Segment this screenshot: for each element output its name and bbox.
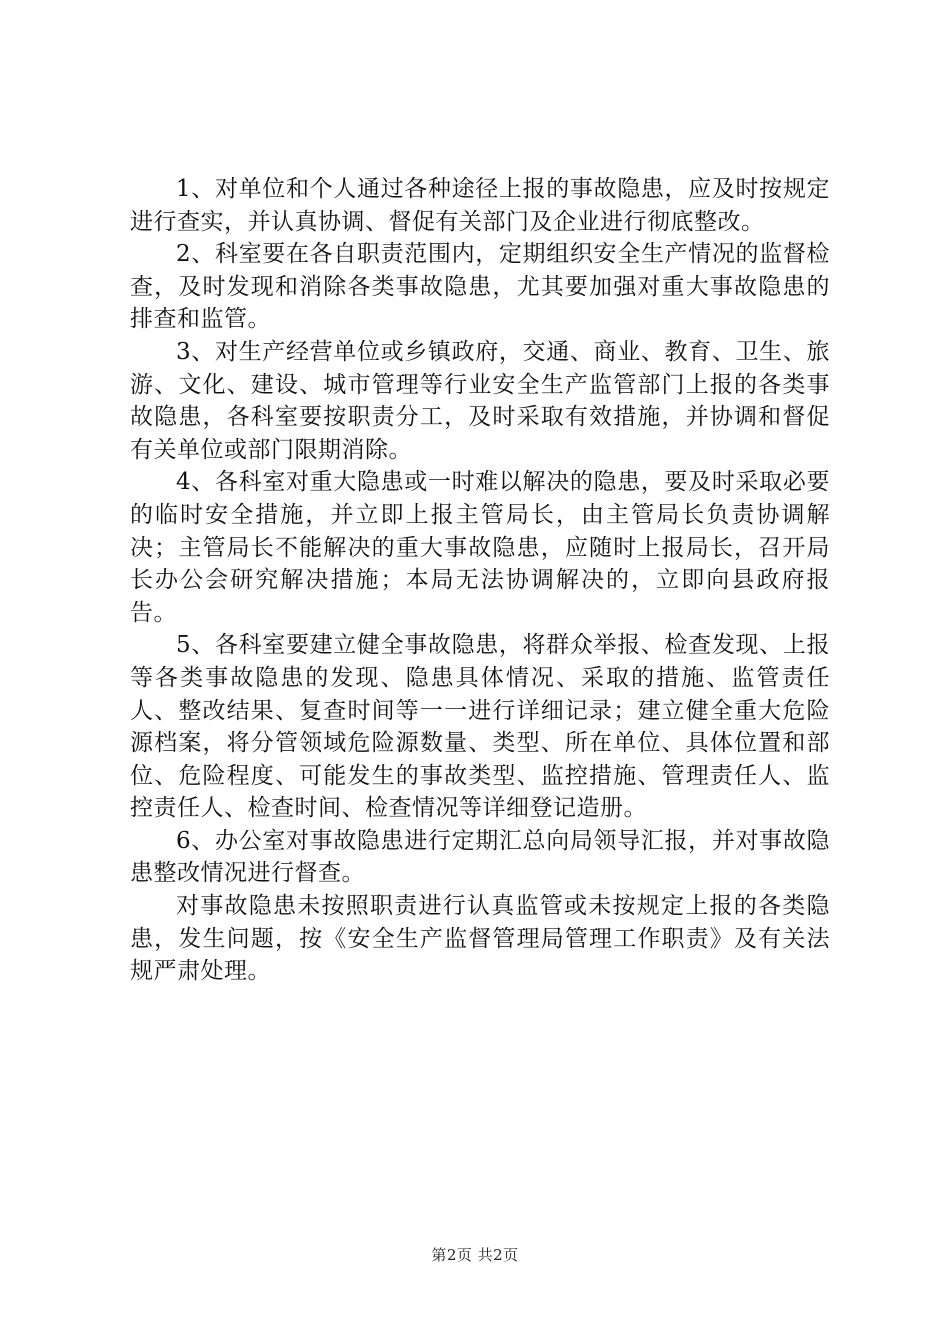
paragraph-3: 3、对生产经营单位或乡镇政府，交通、商业、教育、卫生、旅游、文化、建设、城市管理等行业安全生产监管部门上报的各类事故隐患，各科室要按职责分工，及时采取有效措施，并协调和督促有关单位或部门限期消除。 bbox=[130, 338, 830, 463]
document-body bbox=[130, 173, 830, 988]
paragraph-6: 6、办公室对事故隐患进行定期汇总向局领导汇报，并对事故隐患整改情况进行督查。 bbox=[130, 827, 830, 887]
page-number-footer: 第2页 共2页 bbox=[431, 1246, 519, 1264]
paragraph-2: 2、科室要在各自职责范围内，定期组织安全生产情况的监督检查，及时发现和消除各类事故隐患，尤其要加强对重大事故隐患的排查和监管。 bbox=[130, 241, 830, 333]
paragraph-5: 5、各科室要建立健全事故隐患，将群众举报、检查发现、上报等各类事故隐患的发现、隐患具体情况、采取的措施、监管责任人、整改结果、复查时间等一一进行详细记录；建立健全重大危险源档案，将分管领域危险源数量、类型、所在单位、具体位置和部位、危险程度、可能发生的事故类型、监控措施、管理责任人、监控责任人、检查时间、检查情况等详细登记造册。 bbox=[130, 632, 830, 822]
paragraph-1: 1、对单位和个人通过各种途径上报的事故隐患，应及时按规定进行查实，并认真协调、督促有关部门及企业进行彻底整改。 bbox=[130, 176, 830, 235]
paragraph-closing: 对事故隐患未按照职责进行认真监管或未按规定上报的各类隐患，发生问题，按《安全生产监督管理局管理工作职责》及有关法规严肃处理。 bbox=[130, 893, 830, 985]
paragraph-4: 4、各科室对重大隐患或一时难以解决的隐患，要及时采取必要的临时安全措施，并立即上报主管局长，由主管局长负责协调解决；主管局长不能解决的重大事故隐患，应随时上报局长，召开局长办公会研究解决措施；本局无法协调解决的，立即向县政府报告。 bbox=[130, 469, 830, 626]
